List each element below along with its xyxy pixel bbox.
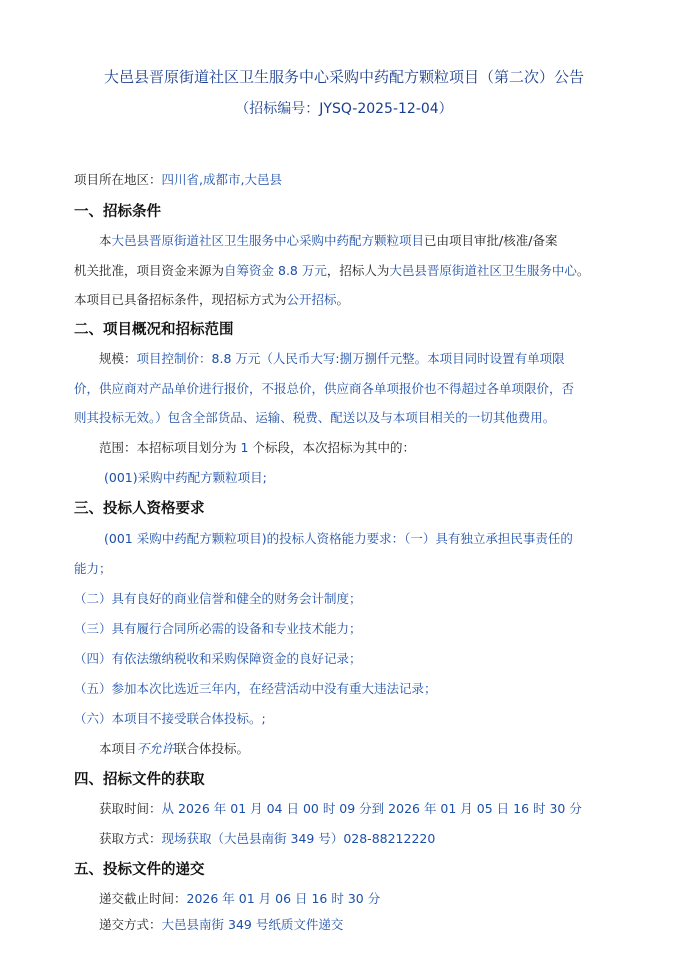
s2-scale-line-2: 价，供应商对产品单价进行报价，不报总价，供应商各单项报价也不得超过各单项限价，否 [74,381,575,396]
fund-source: 自筹资金 8.8 万元 [224,263,327,278]
submission-deadline: 递交截止时间：2026 年 01 月 06 日 16 时 30 分 [99,891,381,906]
section-heading-2: 二、项目概况和招标范围 [74,322,234,338]
tender-method: 公开招标 [286,292,337,307]
requirement-item: （五）参加本次比选近三年内，在经营活动中没有重大违法记录； [74,681,437,696]
acquisition-method: 获取方式：现场获取（大邑县南街 349 号）028-88212220 [99,831,436,846]
submission-deadline-value: 2026 年 01 月 06 日 16 时 30 分 [186,891,381,906]
requirement-item: （四）有依法缴纳税收和采购保障资金的良好记录； [74,651,362,666]
section-heading-1: 一、招标条件 [74,204,161,220]
scale-value: 项目控制价：8.8 万元（人民币大写:捌万捌仟元整。本项目同时设置有单项限 [136,351,565,366]
lot-item: (001)采购中药配方颗粒项目; [104,470,267,485]
submission-method: 递交方式：大邑县南街 349 号纸质文件递交 [99,917,344,932]
s1-paragraph-line-3: 本项目已具备招标条件，现招标方式为公开招标。 [74,292,350,307]
bid-number: （招标编号：JYSQ-2025-12-04） [235,101,453,117]
s3-requirement-line-2: 能力； [74,561,112,576]
acquisition-method-value: 现场获取（大邑县南街 349 号）028-88212220 [161,831,436,846]
page-title: 大邑县晋原街道社区卫生服务中心采购中药配方颗粒项目（第二次）公告 [103,68,584,86]
acquisition-time-value: 从 2026 年 01 月 04 日 00 时 09 分到 2026 年 01 月 05 日 16 时 30 分 [161,801,582,816]
submission-method-value: 大邑县南街 349 号纸质文件递交 [161,917,344,932]
acquisition-time: 获取时间：从 2026 年 01 月 04 日 00 时 09 分到 2026 年 01 月 05 日 16 时 30 分 [99,801,582,816]
s1-paragraph-line-2: 机关批准，项目资金来源为自筹资金 8.8 万元，招标人为大邑县晋原街道社区卫生服务中心。 [74,263,590,278]
project-name: 大邑县晋原街道社区卫生服务中心采购中药配方颗粒项目 [111,233,425,248]
s2-scale-line-3: 则其投标无效。）包含全部货品、运输、税费、配送以及与本项目相关的一切其他费用。 [74,410,556,425]
requirement-item: （六）本项目不接受联合体投标。; [74,711,266,726]
s3-requirement-line-1: (001 采购中药配方颗粒项目)的投标人资格能力要求：（一）具有独立承担民事责任的 [104,531,573,546]
section-heading-3: 三、投标人资格要求 [74,501,205,517]
tenderer-name: 大邑县晋原街道社区卫生服务中心 [389,263,577,278]
requirement-item: （三）具有履行合同所必需的设备和专业技术能力； [74,621,362,636]
section-heading-5: 五、投标文件的递交 [74,862,205,878]
lot-count: 1 [240,440,249,455]
s2-scale-line-1: 规模：项目控制价：8.8 万元（人民币大写:捌万捌仟元整。本项目同时设置有单项限 [99,351,565,366]
s2-range-line: 范围：本招标项目划分为 1 个标段，本次招标为其中的： [99,440,415,455]
section-heading-4: 四、招标文件的获取 [74,772,205,788]
region-value: 四川省,成都市,大邑县 [161,172,282,187]
project-region [74,170,282,188]
region-label: 项目所在地区： [74,172,162,187]
joint-bid-line: 本项目不允许联合体投标。 [99,741,250,756]
s1-paragraph-line-1: 本大邑县晋原街道社区卫生服务中心采购中药配方颗粒项目已由项目审批/核准/备案 [99,233,558,248]
joint-bid-status: 不允许 [136,741,175,756]
requirement-item: （二）具有良好的商业信誉和健全的财务会计制度； [74,591,362,606]
